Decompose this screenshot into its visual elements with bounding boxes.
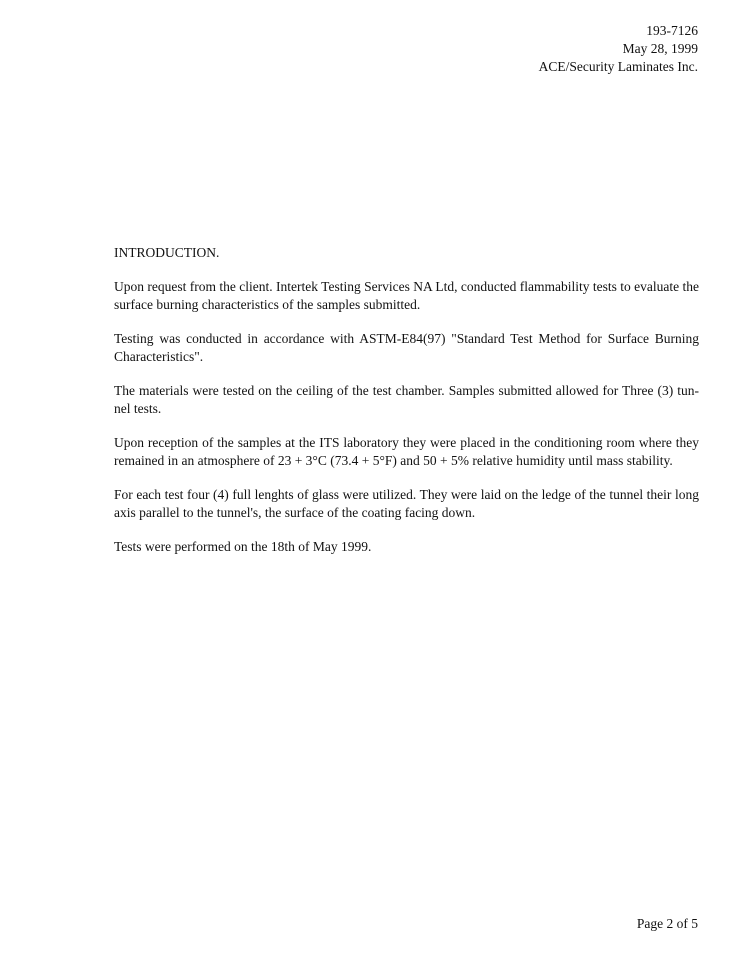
report-date: May 28, 1999: [622, 41, 698, 56]
page-header: [539, 22, 698, 76]
paragraph-test-date: Tests were performed on the 18th of May 1999.: [114, 539, 372, 554]
report-number: 193-7126: [646, 23, 698, 38]
paragraph-conditioning: Upon reception of the samples at the ITS laboratory they were placed in the conditioning room where they remained in an atmosphere of 23 + 3°C (73.4 + 5°F) and 50 + 5% relative humidity until mass stability.: [114, 435, 699, 468]
page-number: Page 2 of 5: [636, 916, 698, 931]
paragraph-standard: Testing was conducted in accordance with ASTM-E84(97) "Standard Test Method for Surface Burning Characteristics".: [114, 331, 699, 364]
section-heading: INTRODUCTION.: [114, 245, 220, 260]
paragraph-test-setup: For each test four (4) full lenghts of glass were utilized. They were laid on the ledge of the tunnel their long axis parallel to the tunnel's, the surface of the coating facing down.: [114, 487, 699, 520]
paragraph-request: Upon request from the client. Intertek Testing Services NA Ltd, conducted flammability tests to evaluate the surface burning characteristics of the samples submitted.: [114, 279, 699, 312]
document-body: [114, 244, 699, 572]
paragraph-materials: The materials were tested on the ceiling of the test chamber. Samples submitted allowed for Three (3) tun-nel tests.: [114, 383, 699, 416]
client-name: ACE/Security Laminates Inc.: [538, 59, 698, 74]
